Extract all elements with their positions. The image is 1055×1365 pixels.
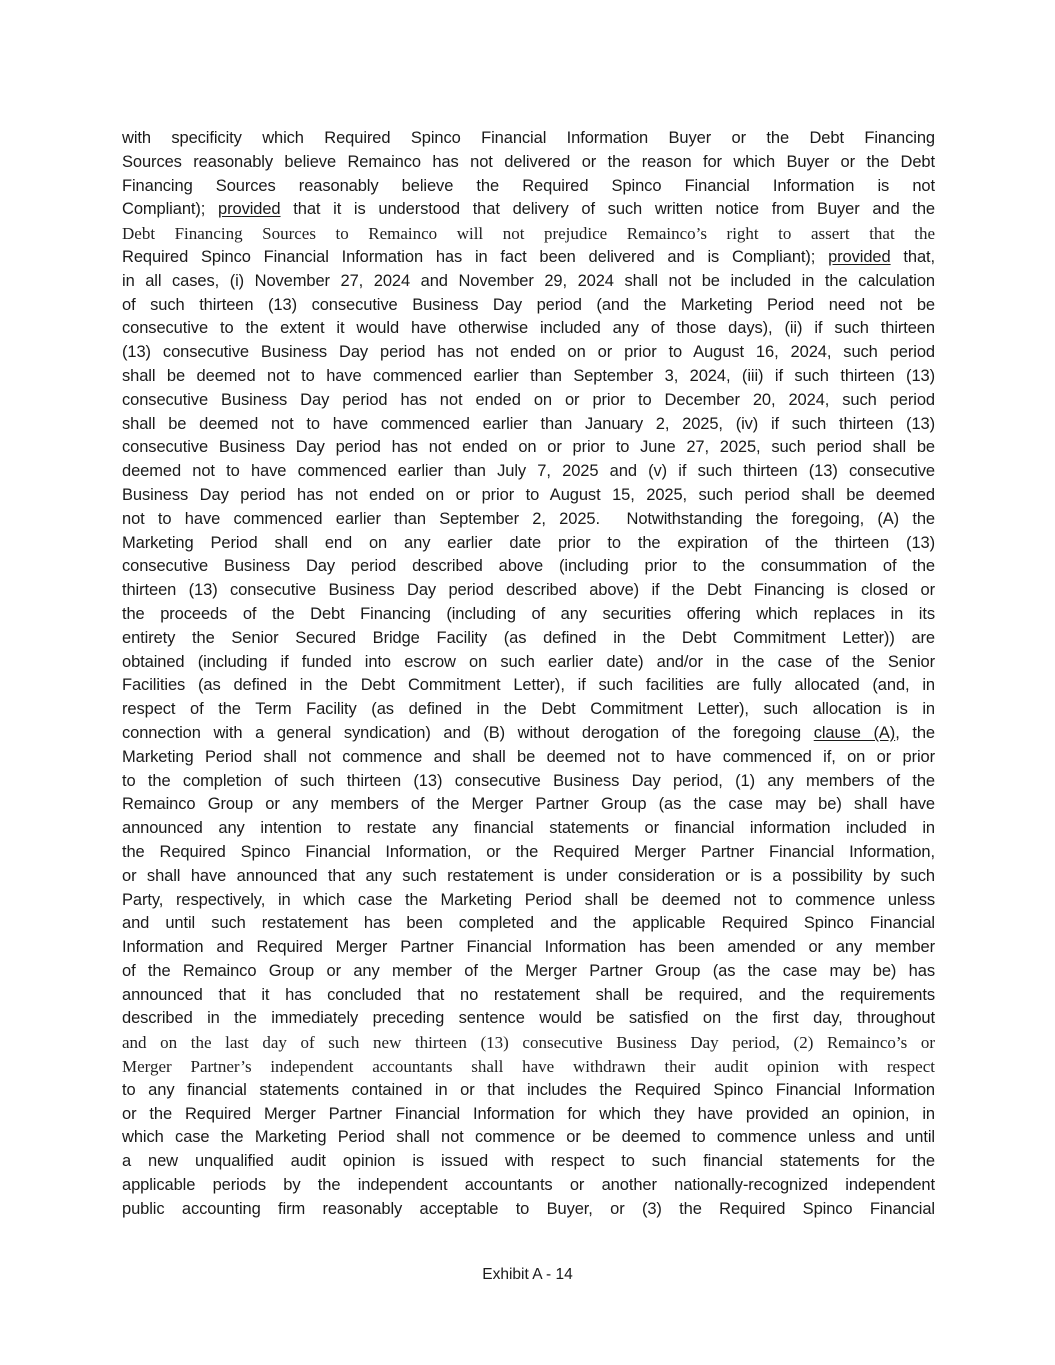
text-line: deemed not to have commenced earlier than July 7, 2025 and (v) if such thirteen (13) consecutive [122, 462, 935, 481]
text-line: a new unqualified audit opinion is issued with respect to such financial statements for the [122, 1152, 935, 1171]
text-line: shall be deemed not to have commenced earlier than January 2, 2025, (iv) if such thirteen (13) [122, 414, 935, 433]
text-line: entirety the Senior Secured Bridge Facility (as defined in the Debt Commitment Letter)) are [122, 628, 935, 647]
underlined-text: clause (A) [813, 723, 896, 742]
text-line: obtained (including if funded into escrow on such earlier date) and/or in the case of the Senior [122, 652, 935, 671]
text-line: Marketing Period shall end on any earlier date prior to the expiration of the thirteen (13) [122, 533, 935, 552]
text-line: with specificity which Required Spinco Financial Information Buyer or the Debt Financing [122, 129, 935, 147]
text-line: connection with a general syndication) and (B) without derogation of the foregoing clause (A), the [122, 723, 935, 742]
text-line: described in the immediately preceding sentence would be satisfied on the first day, throughout [122, 1009, 935, 1028]
text-line: which case the Marketing Period shall not commence or be deemed to commence unless and until [122, 1128, 935, 1147]
text-line: thirteen (13) consecutive Business Day period described above) if the Debt Financing is closed or [122, 581, 935, 600]
underlined-text: provided [828, 247, 891, 266]
text-line: Compliant); provided that it is understood that delivery of such written notice from Buyer and the [122, 200, 935, 219]
text-line: and on the last day of such new thirteen (13) consecutive Business Day period, (2) Remainco’s or [122, 1033, 935, 1053]
text-line: announced that it has concluded that no restatement shall be required, and the requirements [122, 985, 935, 1004]
text-line: and until such restatement has been completed and the applicable Required Spinco Financial [122, 914, 935, 933]
text-line: to the completion of such thirteen (13) consecutive Business Day period, (1) any members of the [122, 771, 935, 790]
text-line: Sources reasonably believe Remainco has not delivered or the reason for which Buyer or the Debt [122, 152, 935, 171]
text-line: consecutive Business Day period has not ended on or prior to December 20, 2024, such period [122, 390, 935, 409]
page-footer-label: Exhibit A - 14 [482, 1266, 573, 1283]
text-line: Information and Required Merger Partner Financial Information has been amended or any member [122, 938, 935, 957]
text-line: Merger Partner’s independent accountants shall have withdrawn their audit opinion with respect [122, 1057, 935, 1077]
text-line: consecutive to the extent it would have otherwise included any of those days), (ii) if such thirteen [122, 319, 935, 338]
text-line: public accounting firm reasonably acceptable to Buyer, or (3) the Required Spinco Financial [122, 1199, 935, 1218]
text-line: announced any intention to restate any financial statements or financial information included in [122, 819, 935, 838]
text-line: applicable periods by the independent accountants or another nationally-recognized independent [122, 1176, 935, 1195]
text-line: of such thirteen (13) consecutive Business Day period (and the Marketing Period need not be [122, 295, 935, 314]
document-body [122, 127, 935, 1222]
text-line: Required Spinco Financial Information has in fact been delivered and is Compliant); provided that, [122, 247, 935, 266]
text-line: to any financial statements contained in or that includes the Required Spinco Financial Information [122, 1080, 935, 1099]
text-line: Business Day period has not ended on or prior to August 15, 2025, such period shall be deemed [122, 485, 935, 504]
text-line: consecutive Business Day period described above (including prior to the consummation of the [122, 557, 935, 576]
text-line: Debt Financing Sources to Remainco will not prejudice Remainco’s right to assert that the [122, 224, 935, 244]
text-line: or the Required Merger Partner Financial Information for which they have provided an opinion, in [122, 1104, 935, 1123]
text-line: (13) consecutive Business Day period has not ended on or prior to August 16, 2024, such period [122, 343, 935, 362]
text-line: Remainco Group or any members of the Merger Partner Group (as the case may be) shall have [122, 795, 935, 814]
text-line: of the Remainco Group or any member of the Merger Partner Group (as the case may be) has [122, 961, 935, 980]
text-line: shall be deemed not to have commenced earlier than September 3, 2024, (iii) if such thirteen (13) [122, 366, 935, 385]
text-line: in all cases, (i) November 27, 2024 and November 29, 2024 shall not be included in the calculation [122, 271, 935, 290]
text-line: Marketing Period shall not commence and shall be deemed not to have commenced if, on or prior [122, 747, 935, 766]
text-line: or shall have announced that any such restatement is under consideration or is a possibility by such [122, 866, 935, 885]
text-line: the Required Spinco Financial Information, or the Required Merger Partner Financial Information, [122, 842, 935, 861]
text-line: Financing Sources reasonably believe the Required Spinco Financial Information is not [122, 176, 935, 195]
text-line: Facilities (as defined in the Debt Commitment Letter), if such facilities are fully allocated (and, in [122, 676, 935, 695]
text-line: Party, respectively, in which case the Marketing Period shall be deemed not to commence unless [122, 890, 935, 909]
text-line: respect of the Term Facility (as defined in the Debt Commitment Letter), such allocation is in [122, 700, 935, 719]
underlined-text: provided [218, 200, 281, 219]
text-line: not to have commenced earlier than September 2, 2025. Notwithstanding the foregoing, (A) the [122, 509, 935, 528]
text-line: the proceeds of the Debt Financing (including of any securities offering which replaces in its [122, 604, 935, 623]
text-line: consecutive Business Day period has not ended on or prior to June 27, 2025, such period shall be [122, 438, 935, 457]
